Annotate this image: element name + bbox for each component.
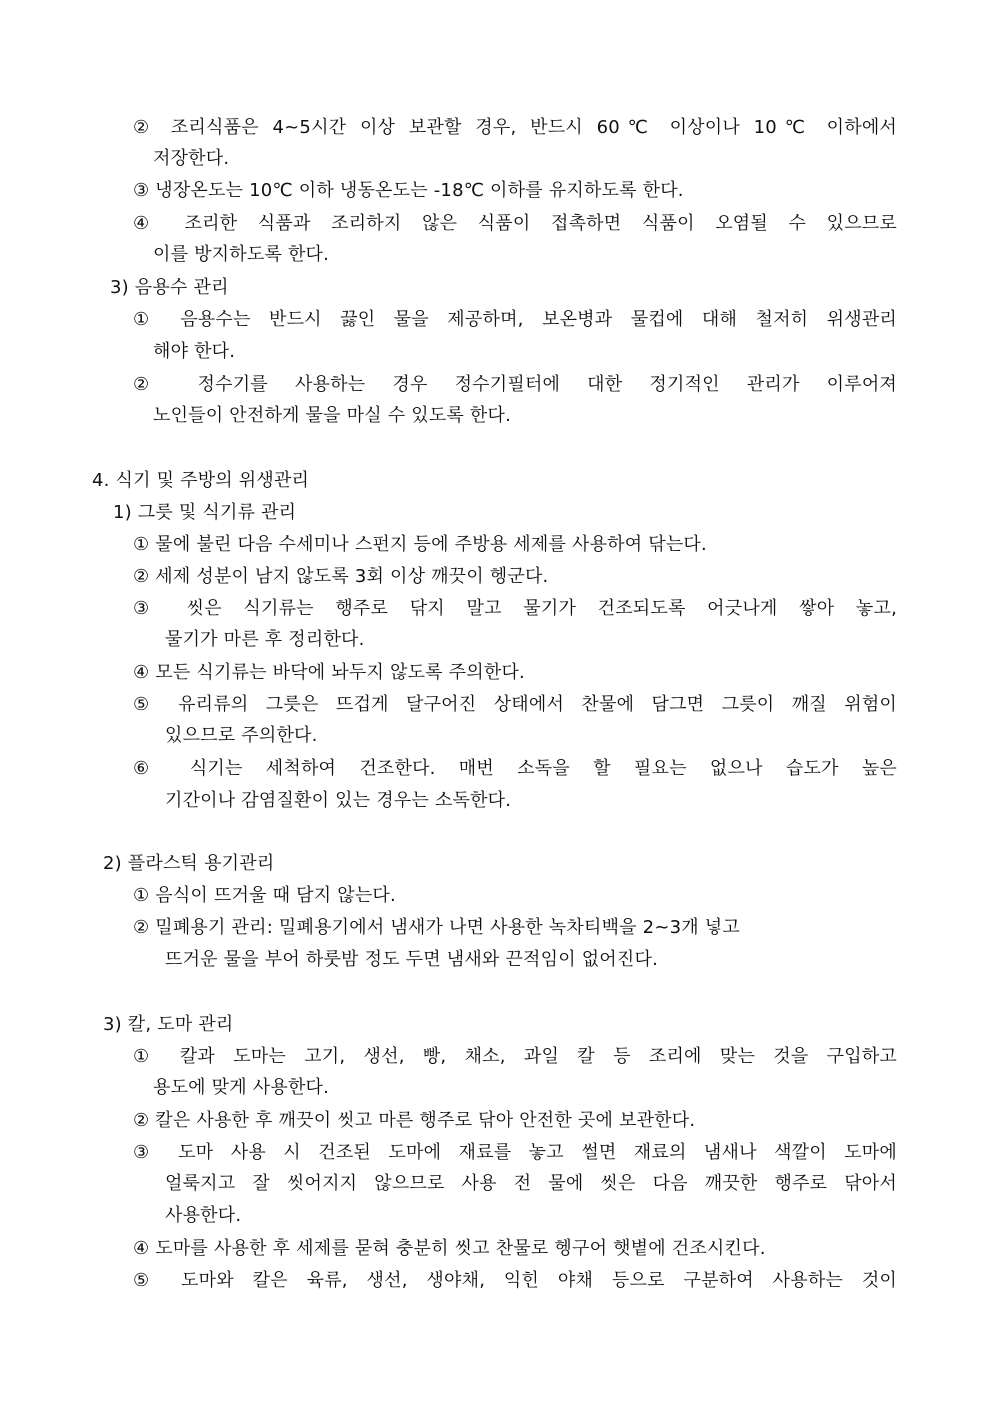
subsection-heading: 3) 칼, 도마 관리 — [103, 1014, 234, 1035]
list-item-text: ② 칼은 사용한 후 깨끗이 씻고 마른 행주로 닦아 안전한 곳에 보관한다. — [133, 1110, 696, 1131]
list-item-text: ② 세제 성분이 남지 않도록 3회 이상 깨끗이 헹군다. — [133, 566, 549, 587]
list-item-text: 저장한다. — [153, 148, 230, 169]
list-item-text: ② 조리식품은 4~5시간 이상 보관할 경우, 반드시 60℃ 이상이나 10℃ 이하에서 — [133, 117, 897, 138]
list-item-text: 이를 방지하도록 한다. — [153, 244, 330, 265]
list-item-text: 기간이나 감염질환이 있는 경우는 소독한다. — [165, 790, 512, 811]
subsection-heading: 3) 음용수 관리 — [110, 277, 229, 298]
list-item-text: ① 물에 불린 다음 수세미나 스펀지 등에 주방용 세제를 사용하여 닦는다. — [133, 534, 707, 555]
list-item-text: ③ 냉장온도는 10℃ 이하 냉동온도는 -18℃ 이하를 유지하도록 한다. — [133, 180, 684, 201]
list-item-text: 있으므로 주의한다. — [165, 725, 318, 746]
list-item-text: ⑥ 식기는 세척하여 건조한다. 매번 소독을 할 필요는 없으나 습도가 높은 — [133, 758, 897, 779]
list-item-text: ① 음용수는 반드시 끓인 물을 제공하며, 보온병과 물컵에 대해 철저히 위생관리 — [133, 309, 897, 330]
subsection-heading: 2) 플라스틱 용기관리 — [103, 853, 275, 874]
list-item-text: 뜨거운 물을 부어 하룻밤 정도 두면 냄새와 끈적임이 없어진다. — [165, 949, 658, 970]
list-item-text: ① 칼과 도마는 고기, 생선, 빵, 채소, 과일 칼 등 조리에 맞는 것을 구입하고 — [133, 1046, 897, 1067]
list-item-text: ③ 씻은 식기류는 행주로 닦지 말고 물기가 건조되도록 어긋나게 쌓아 놓고, — [133, 598, 897, 619]
list-item-text: ① 음식이 뜨거울 때 담지 않는다. — [133, 885, 396, 906]
list-item-text: ③ 도마 사용 시 건조된 도마에 재료를 놓고 썰면 재료의 냄새나 색깔이 도마에 — [133, 1142, 897, 1163]
list-item-text: 얼룩지고 잘 씻어지지 않으므로 사용 전 물에 씻은 다음 깨끗한 행주로 닦아서 — [165, 1173, 897, 1194]
list-item-text: 노인들이 안전하게 물을 마실 수 있도록 한다. — [153, 405, 512, 426]
list-item-text: ④ 조리한 식품과 조리하지 않은 식품이 접촉하면 식품이 오염될 수 있으므로 — [133, 213, 897, 234]
list-item-text: ④ 모든 식기류는 바닥에 놔두지 않도록 주의한다. — [133, 662, 525, 683]
list-item-text: 해야 한다. — [153, 341, 236, 362]
list-item-text: ② 밀폐용기 관리: 밀폐용기에서 냄새가 나면 사용한 녹차티백을 2~3개 넣고 — [133, 917, 740, 938]
list-item-text: 물기가 마른 후 정리한다. — [165, 629, 365, 650]
subsection-heading: 1) 그릇 및 식기류 관리 — [113, 502, 297, 523]
section-heading: 4. 식기 및 주방의 위생관리 — [92, 470, 310, 491]
list-item-text: ⑤ 유리류의 그릇은 뜨겁게 달구어진 상태에서 찬물에 담그면 그릇이 깨질 위험이 — [133, 694, 897, 715]
list-item-text: 사용한다. — [165, 1205, 242, 1226]
list-item-text: 용도에 맞게 사용한다. — [153, 1077, 330, 1098]
list-item-text: ④ 도마를 사용한 후 세제를 묻혀 충분히 씻고 찬물로 헹구어 햇볕에 건조시킨다. — [133, 1238, 766, 1259]
list-item-text: ② 정수기를 사용하는 경우 정수기필터에 대한 정기적인 관리가 이루어져 — [133, 374, 897, 395]
list-item-text: ⑤ 도마와 칼은 육류, 생선, 생야채, 익힌 야채 등으로 구분하여 사용하는 것이 — [133, 1270, 897, 1291]
